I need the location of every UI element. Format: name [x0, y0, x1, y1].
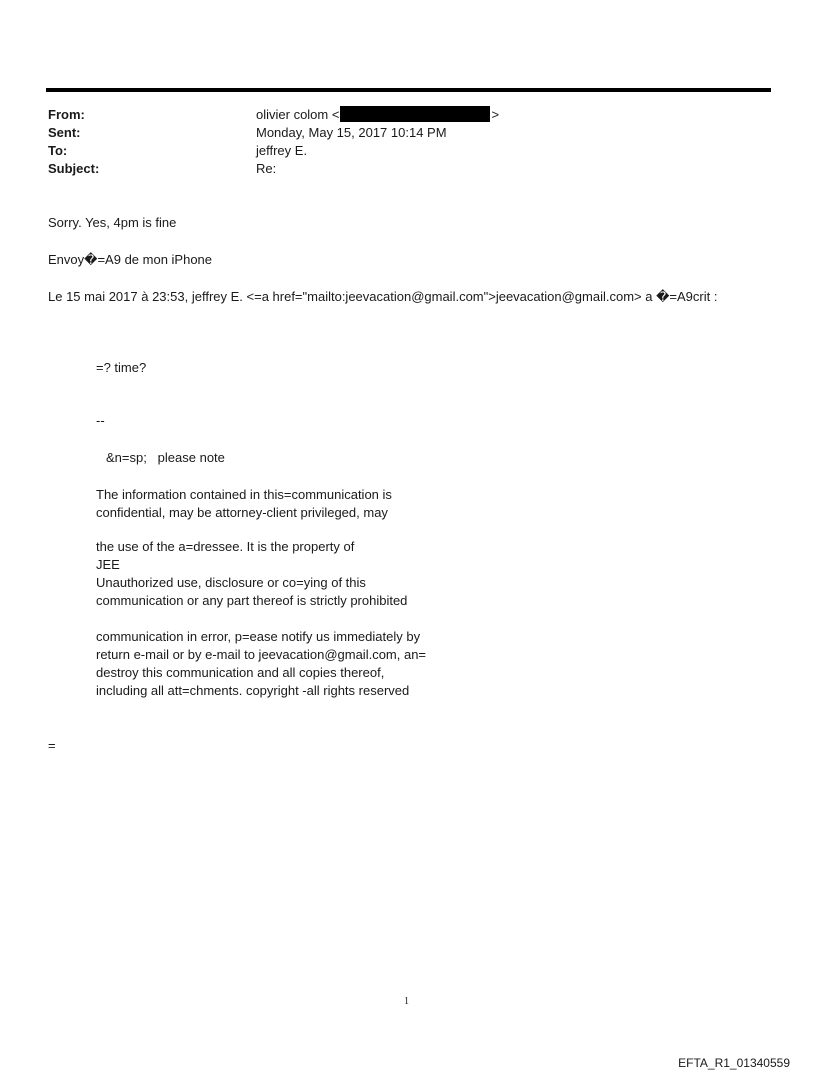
body-line-reply: Sorry. Yes, 4pm is fine: [48, 215, 177, 230]
redaction-bar: [340, 106, 490, 122]
document-id: EFTA_R1_01340559: [678, 1056, 790, 1070]
disclaimer-line: destroy this communication and all copies thereof,: [96, 665, 385, 680]
header-rule: [46, 88, 771, 92]
to-value: jeffrey E.: [256, 143, 308, 158]
to-row: [48, 142, 308, 160]
to-label: To:: [48, 143, 68, 158]
from-row: [48, 106, 500, 124]
page-number: 1: [404, 996, 409, 1007]
disclaimer-line: including all att=chments. copyright -all rights reserved: [96, 683, 410, 698]
subject-label: Subject:: [48, 161, 100, 176]
from-label: From:: [48, 107, 85, 122]
body-line-quote-intro: Le 15 mai 2017 à 23:53, jeffrey E. <=a href="mailto:jeevacation@gmail.com">jeevacation@gmail.com> a �=A9crit :: [48, 289, 718, 304]
disclaimer-line: JEE: [96, 557, 120, 572]
subject-row: [48, 160, 277, 178]
from-tail: >: [491, 107, 500, 122]
disclaimer-line: the use of the a=dressee. It is the property of: [96, 539, 355, 554]
disclaimer-line: return e-mail or by e-mail to jeevacation@gmail.com, an=: [96, 647, 427, 662]
please-note: &n=sp; please note: [106, 450, 225, 465]
signature-separator: --: [96, 413, 105, 428]
from-value: [256, 106, 499, 124]
disclaimer-line: Unauthorized use, disclosure or co=ying of this: [96, 575, 366, 590]
subject-value: Re:: [256, 161, 277, 176]
disclaimer-line: communication in error, p=ease notify us immediately by: [96, 629, 421, 644]
sent-value: Monday, May 15, 2017 10:14 PM: [256, 125, 447, 140]
sent-row: [48, 124, 447, 142]
trailing-equals: =: [48, 738, 56, 753]
body-line-signature: Envoy�=A9 de mon iPhone: [48, 252, 213, 267]
sent-label: Sent:: [48, 125, 81, 140]
disclaimer-line: The information contained in this=communication is: [96, 487, 392, 502]
quoted-message: =? time?: [96, 360, 147, 375]
from-name: olivier colom <: [256, 107, 340, 122]
disclaimer-line: confidential, may be attorney-client privileged, may: [96, 505, 388, 520]
disclaimer-line: communication or any part thereof is strictly prohibited: [96, 593, 408, 608]
